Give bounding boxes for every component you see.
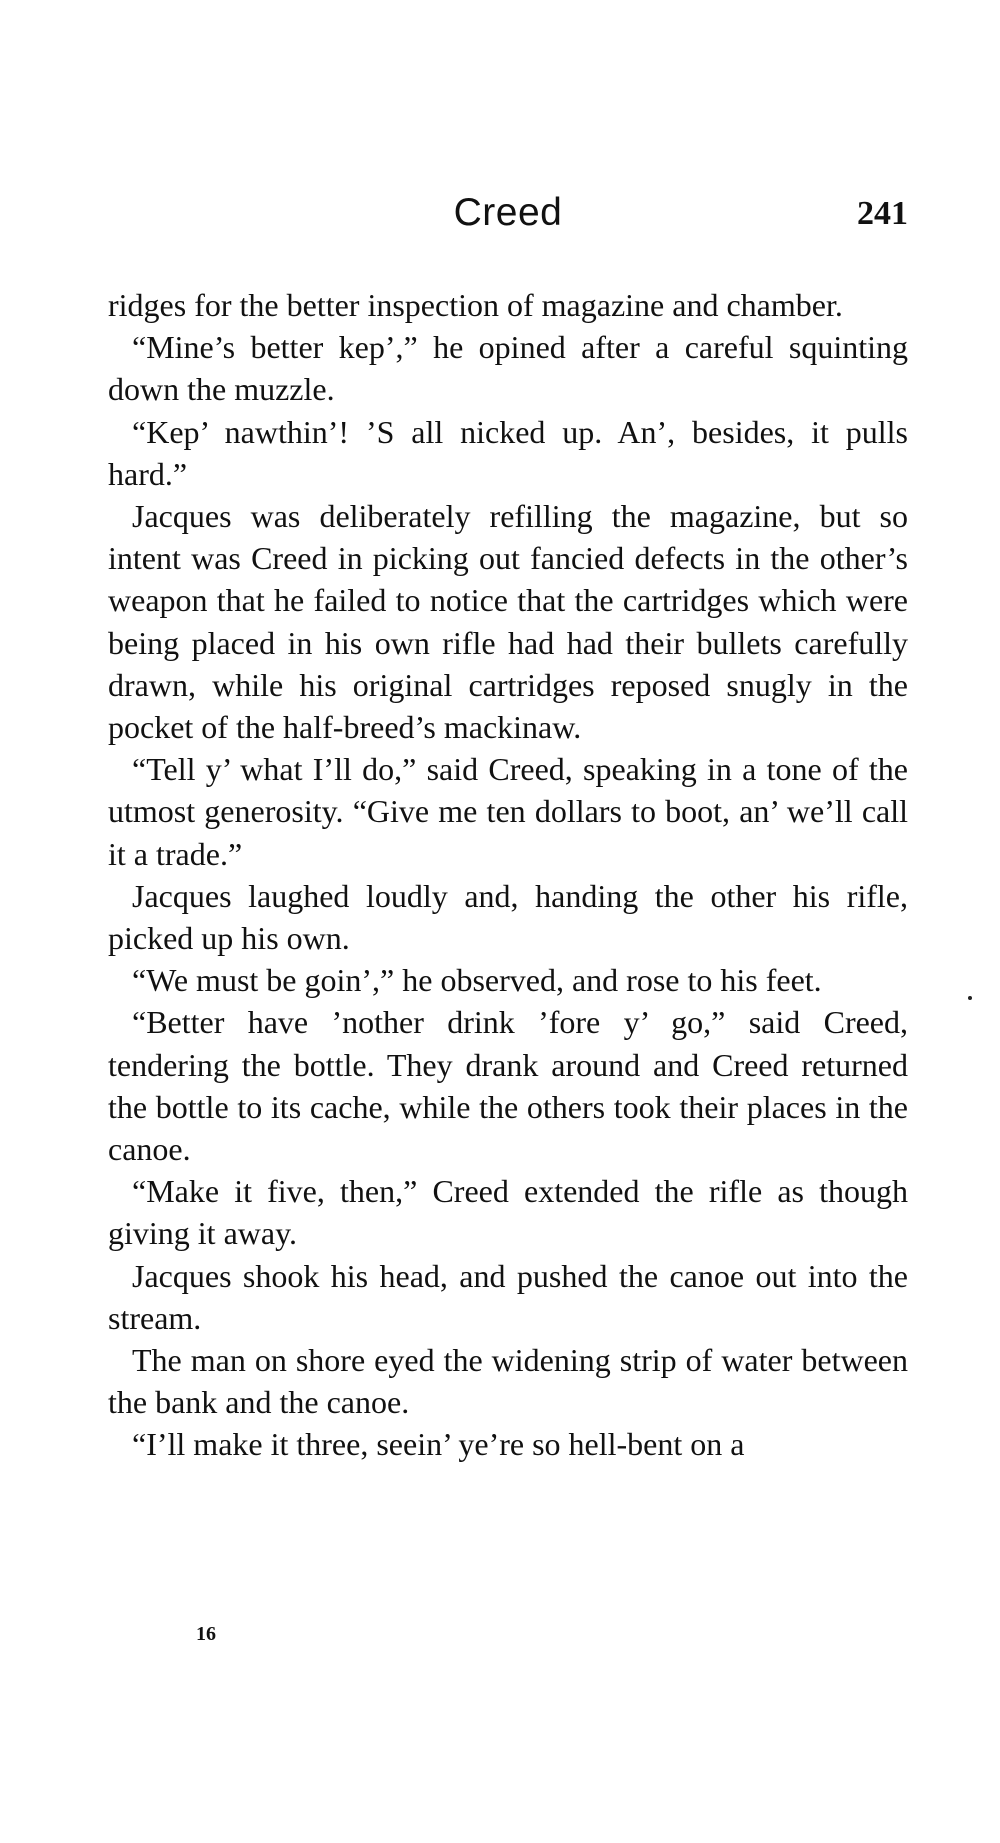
body-text (108, 284, 908, 1466)
paragraph-continuation: ridges for the better inspection of magazine and chamber. (108, 287, 843, 323)
ink-speck (968, 996, 972, 1000)
paragraph: “Mine’s better kep’,” he opined after a careful squinting down the muzzle. (108, 329, 908, 408)
signature-mark: 16 (196, 1623, 216, 1645)
paragraph-last: “I’ll make it three, seein’ ye’re so hell-bent on a (132, 1426, 745, 1463)
running-head-title: Creed (453, 191, 563, 234)
paragraph: “Better have ’nother drink ’fore y’ go,” said Creed, tendering the bottle. They drank around and Creed returned the bottle to its cache, while the others took their places in the canoe. (108, 1004, 908, 1168)
paragraph: The man on shore eyed the widening strip of water between the bank and the canoe. (108, 1342, 908, 1421)
paragraph: “Tell y’ what I’ll do,” said Creed, speaking in a tone of the utmost generosity. “Give me ten dollars to boot, an’ we’ll call it a trade.” (108, 751, 908, 872)
paragraph: Jacques shook his head, and pushed the canoe out into the stream. (108, 1257, 908, 1336)
paragraph: “We must be goin’,” he observed, and rose to his feet. (132, 962, 822, 999)
paragraph: Jacques laughed loudly and, handing the other his rifle, picked up his own. (108, 877, 908, 957)
running-head (108, 188, 908, 238)
page-number: 241 (857, 195, 908, 232)
paragraph: “Make it five, then,” Creed extended the rifle as though giving it away. (108, 1173, 908, 1252)
paragraph: Jacques was deliberately refilling the magazine, but so intent was Creed in picking out fancied defects in the other’s weapon that he failed to notice that the cartridges which were being placed in his own rifle had had their bullets carefully drawn, while his original cartridges reposed snugly in the pocket of the half-breed’s mackinaw. (108, 498, 908, 746)
paragraph: “Kep’ nawthin’! ’S all nicked up. An’, besides, it pulls hard.” (108, 413, 908, 492)
